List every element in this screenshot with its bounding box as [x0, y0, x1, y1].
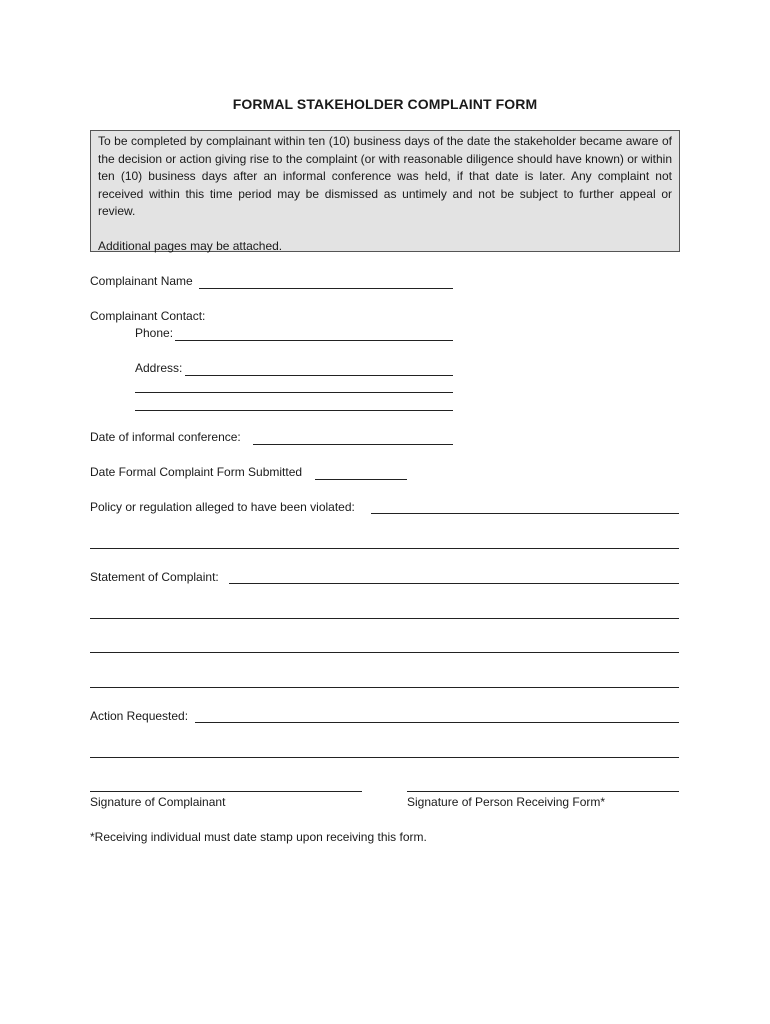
policy-violated-field-line-2[interactable]: [90, 548, 679, 549]
complainant-signature-field[interactable]: [90, 791, 362, 792]
action-requested-label: Action Requested:: [90, 709, 189, 723]
submitted-date-field[interactable]: [315, 479, 407, 480]
instructions-box: [90, 130, 680, 252]
complainant-name-field[interactable]: [199, 288, 453, 289]
additional-pages-note: Additional pages may be attached.: [98, 238, 283, 253]
receiver-signature-field[interactable]: [407, 791, 679, 792]
complainant-contact-label: Complainant Contact:: [90, 309, 206, 323]
informal-conference-date-field[interactable]: [253, 444, 453, 445]
statement-field-line-2[interactable]: [90, 618, 679, 619]
policy-violated-label: Policy or regulation alleged to have been violated:: [90, 500, 355, 514]
policy-violated-field-line-1[interactable]: [371, 513, 679, 514]
statement-field-line-3[interactable]: [90, 652, 679, 653]
action-requested-field-line-2[interactable]: [90, 757, 679, 758]
instructions-text: To be completed by complainant within ten (10) business days of the date the stakeholder became aware of the decision or action giving rise to the complaint (or with reasonable diligence should have known) or within ten (10) business days after an informal conference was held, if that date is later. Any complaint not received within this time period may be dismissed as untimely and not be subject to further appeal or review.: [98, 134, 672, 219]
informal-conference-date-label: Date of informal conference:: [90, 430, 241, 444]
action-requested-field-line-1[interactable]: [195, 722, 679, 723]
submitted-date-label: Date Formal Complaint Form Submitted: [90, 465, 303, 479]
address-field-line-1[interactable]: [185, 375, 453, 376]
phone-field[interactable]: [175, 340, 453, 341]
form-title: FORMAL STAKEHOLDER COMPLAINT FORM: [232, 96, 538, 112]
complainant-name-label: Complainant Name: [90, 274, 193, 288]
complainant-signature-label: Signature of Complainant: [90, 795, 226, 809]
statement-label: Statement of Complaint:: [90, 570, 219, 584]
receiver-signature-label: Signature of Person Receiving Form*: [407, 795, 606, 809]
address-field-line-2[interactable]: [135, 392, 453, 393]
address-label: Address:: [135, 361, 183, 375]
phone-label: Phone:: [135, 326, 174, 340]
statement-field-line-1[interactable]: [229, 583, 679, 584]
footnote: *Receiving individual must date stamp upon receiving this form.: [90, 830, 427, 844]
address-field-line-3[interactable]: [135, 410, 453, 411]
statement-field-line-4[interactable]: [90, 687, 679, 688]
